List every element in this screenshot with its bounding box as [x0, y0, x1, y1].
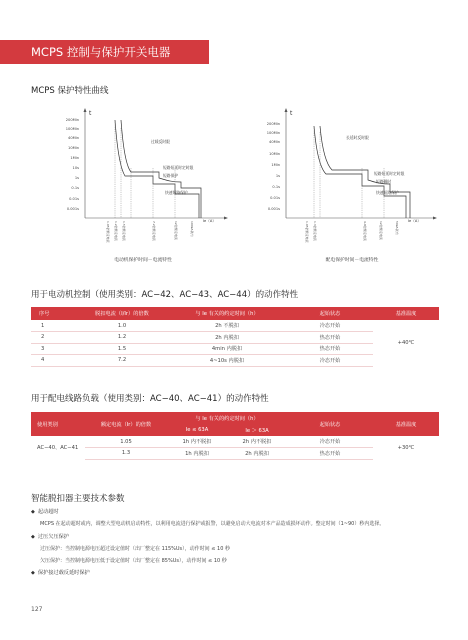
chart-caption: 配电保护时间－电流特性: [325, 258, 379, 263]
col-header: 额定电流（Ir）的倍数: [85, 412, 167, 436]
table-cell: 2h 不脱扣: [167, 320, 287, 332]
table-cell: 1.0: [77, 320, 167, 332]
table-cell: 1.05: [85, 436, 167, 448]
y-tick: 1s: [275, 174, 280, 178]
y-tick: 0.001s: [267, 207, 280, 211]
x-axis-arrow: [433, 217, 437, 220]
motor-protection-chart: [31, 108, 231, 272]
bullet-icon: ◆: [31, 509, 35, 515]
col-subheader: Ie ＞ 63A: [227, 424, 287, 436]
table-cell: 2h 内脱扣: [167, 332, 287, 344]
col-header: 起始状态: [287, 307, 373, 320]
y-tick: 10Min: [269, 152, 280, 156]
table-cell-temp: +40℃: [397, 340, 415, 346]
param-item: [31, 533, 69, 540]
x-label: 1.05倍额定电流: [305, 221, 309, 243]
y-tick: 1Min: [271, 163, 280, 167]
x-unit-label: Ie（A）: [203, 219, 216, 223]
y-tick: 1s: [74, 176, 79, 180]
x-label: 12倍额定电流: [174, 221, 178, 240]
param-head: 起动超时: [37, 509, 59, 515]
bullet-icon: ◆: [31, 570, 35, 576]
y-tick: 200Min: [65, 118, 79, 122]
page-title: MCPS 控制与保护开关电器: [31, 45, 171, 59]
annotation-long-delay: 长延时反时限: [346, 135, 369, 140]
table-cell: 2h 内脱扣: [227, 448, 287, 460]
table-header-row: [31, 307, 439, 320]
table-cell: 冷态开始: [287, 320, 373, 332]
x-label: 1.2倍额定电流: [114, 221, 118, 241]
col-header: 使用类别: [31, 412, 85, 436]
bullet-icon: ◆: [31, 534, 35, 540]
param-item: [31, 508, 59, 515]
table-cell: 1: [31, 320, 77, 332]
annotation-fast-short: 快速短路保护: [165, 190, 188, 195]
table-cell: 2h 内不脱扣: [227, 436, 287, 448]
table1-title: 用于电动机控制（使用类别：AC−42、AC−43、AC−44）的动作特性: [31, 290, 299, 300]
y-tick: 1Min: [70, 156, 79, 160]
y-tick: 0.001s: [66, 207, 79, 211]
table-cell: 4: [31, 355, 77, 367]
table-cell: 热态开始: [287, 332, 373, 344]
x-label: 100kA以内: [190, 221, 194, 237]
page-number: 127: [31, 606, 43, 613]
distribution-table: [31, 412, 439, 460]
annotation-instant: 短路瞬时: [376, 179, 392, 184]
table-row: [31, 320, 439, 332]
table-cell: 冷态开始: [287, 355, 373, 367]
param-item: [31, 569, 90, 576]
table-cell: 1.5: [77, 343, 167, 355]
x-unit-label: Ie（A）: [408, 219, 421, 223]
x-axis-arrow: [224, 217, 228, 220]
x-label: 12倍额定电流: [379, 221, 383, 240]
y-tick: 0.01s: [270, 196, 280, 200]
annotation-overload: 过载反时限: [151, 139, 170, 144]
y-tick: 100Min: [266, 131, 280, 135]
table-cell: 3: [31, 343, 77, 355]
col-header: 序号: [31, 307, 77, 320]
y-tick: 0.1s: [272, 185, 280, 189]
y-tick: 40Min: [269, 140, 280, 144]
table2-title: 用于配电线路负载（使用类别：AC−40、AC−41）的动作特性: [31, 394, 269, 404]
y-tick: 200Min: [266, 122, 280, 126]
t-label: t: [89, 110, 92, 117]
table-cell: 热态开始: [287, 448, 373, 460]
param-line: 欠压保护：当控制电源电压低于设定值时（出厂整定在 85%Us），动作时间 ≤ 10 秒: [40, 558, 227, 564]
param-head: 过压欠压保护: [37, 534, 69, 540]
y-tick: 10s: [72, 166, 79, 170]
chart-caption: 电动机保护时间－电流特性: [114, 258, 172, 263]
t-label: t: [290, 110, 293, 117]
table-cell: 1.2: [77, 332, 167, 344]
curve-section-title: MCPS 保护特性曲线: [31, 86, 109, 96]
y-tick: 100Min: [65, 127, 79, 131]
table-cell: 热态开始: [287, 343, 373, 355]
table-cell-category: AC−40、AC−41: [37, 445, 79, 451]
col-header: 与 Ie 有关的约定时间（h）: [167, 307, 287, 320]
col-header: 基准温度: [373, 307, 439, 320]
table-cell-temp: +30℃: [397, 444, 415, 451]
x-label: 50kA以内: [395, 221, 399, 235]
y-axis-arrow: [285, 108, 288, 112]
y-tick: 10Min: [68, 146, 79, 150]
x-label: 4-8倍额定电流: [363, 221, 367, 241]
table-row: [31, 436, 439, 448]
annotation-short-circuit: 短路保护: [163, 173, 179, 178]
table-cell: 1.3: [85, 448, 167, 460]
col-header: 与 Ie 有关的约定时间（h）: [167, 412, 287, 424]
table-cell: 冷态开始: [287, 436, 373, 448]
table-header-row: [31, 412, 439, 424]
distribution-protection-chart: [240, 108, 440, 272]
motor-control-table: [31, 307, 439, 367]
y-tick: 40Min: [68, 136, 79, 140]
table-cell: 1h 内脱扣: [167, 448, 227, 460]
col-header: 脱扣电流（I/Ir）的倍数: [77, 307, 167, 320]
param-line: 过压保护：当控制电源电压超过设定值时（出厂整定在 115%Us），动作时间 ≤ 10 秒: [40, 546, 230, 552]
col-header: 基准温度: [373, 412, 439, 436]
param-line: MCPS 在起动超时或内，调整大型电动机启动特性，以利用电流进行保护或报警，以避免启动大电流对本产品造成损坏动作。整定时间（1~90）秒内选择。: [40, 521, 385, 527]
table-cell: 1h 内不脱扣: [167, 436, 227, 448]
table-cell: 4~10s 内脱扣: [167, 355, 287, 367]
y-tick: 0.1s: [71, 186, 79, 190]
table-cell: 7.2: [77, 355, 167, 367]
y-tick: 0.01s: [69, 197, 79, 201]
x-label: 1.05倍额定电流: [106, 221, 110, 243]
x-label: 1.5倍额定电流: [122, 221, 126, 241]
col-subheader: Ie ≤ 63A: [167, 424, 227, 436]
x-label: 1.3倍额定电流: [313, 221, 317, 241]
y-axis-arrow: [84, 108, 87, 112]
x-label: 7.2倍额定电流: [152, 221, 156, 241]
annotation-fast-short: 快速短路保护: [376, 190, 399, 195]
annotation-short-delay: 短路短延时定时限: [163, 165, 194, 170]
col-header: 起始状态: [287, 412, 373, 436]
table-cell: 4min 内脱扣: [167, 343, 287, 355]
table-cell: 2: [31, 332, 77, 344]
params-title: 智能脱扣器主要技术参数: [31, 494, 125, 504]
annotation-short-delay: 短路短延时定时限: [374, 171, 405, 176]
header-bar: [0, 40, 209, 64]
param-head: 保护接过载反延时保护: [37, 570, 90, 576]
